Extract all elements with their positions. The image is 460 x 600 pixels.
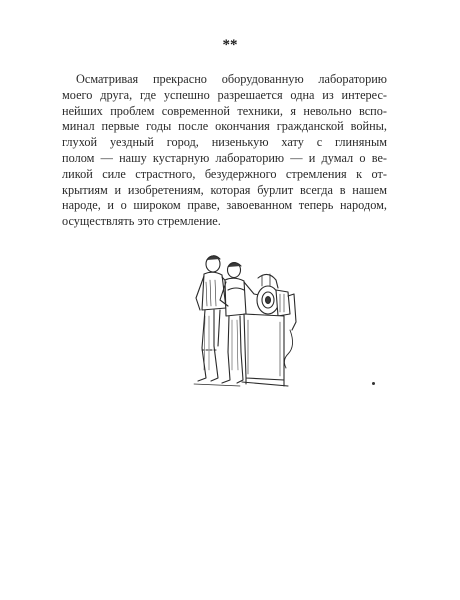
paragraph-line: минал первые годы после окончания гражданской войны, <box>62 119 387 134</box>
paragraph-line: осуществлять это стремление. <box>62 214 221 229</box>
paragraph-line: глухой уездный город, низенькую хату с глиняным <box>62 135 387 150</box>
paragraph-line: полом — нашу кустарную лабораторию — и думал о ве- <box>62 150 387 165</box>
paragraph-line: крытиям и изобретениям, которая бурлит всегда в нашем <box>62 182 387 197</box>
paragraph-line: нейших проблем современной техники, я невольно вспо- <box>62 103 387 118</box>
body-paragraph <box>62 72 387 230</box>
paragraph-line: народе, и о широком праве, завоеванном теперь народом, <box>62 198 387 213</box>
paragraph-line: Осматривая прекрасно оборудованную лабораторию <box>76 72 387 86</box>
section-ornament: ** <box>222 37 238 53</box>
two-men-at-machine-icon <box>180 250 300 400</box>
paragraph-line: ликой силе страстного, безудержного стремления к от- <box>62 166 387 181</box>
page-dot <box>372 382 375 385</box>
paragraph-line: моего друга, где успешно разрешается одна из интерес- <box>62 87 387 102</box>
